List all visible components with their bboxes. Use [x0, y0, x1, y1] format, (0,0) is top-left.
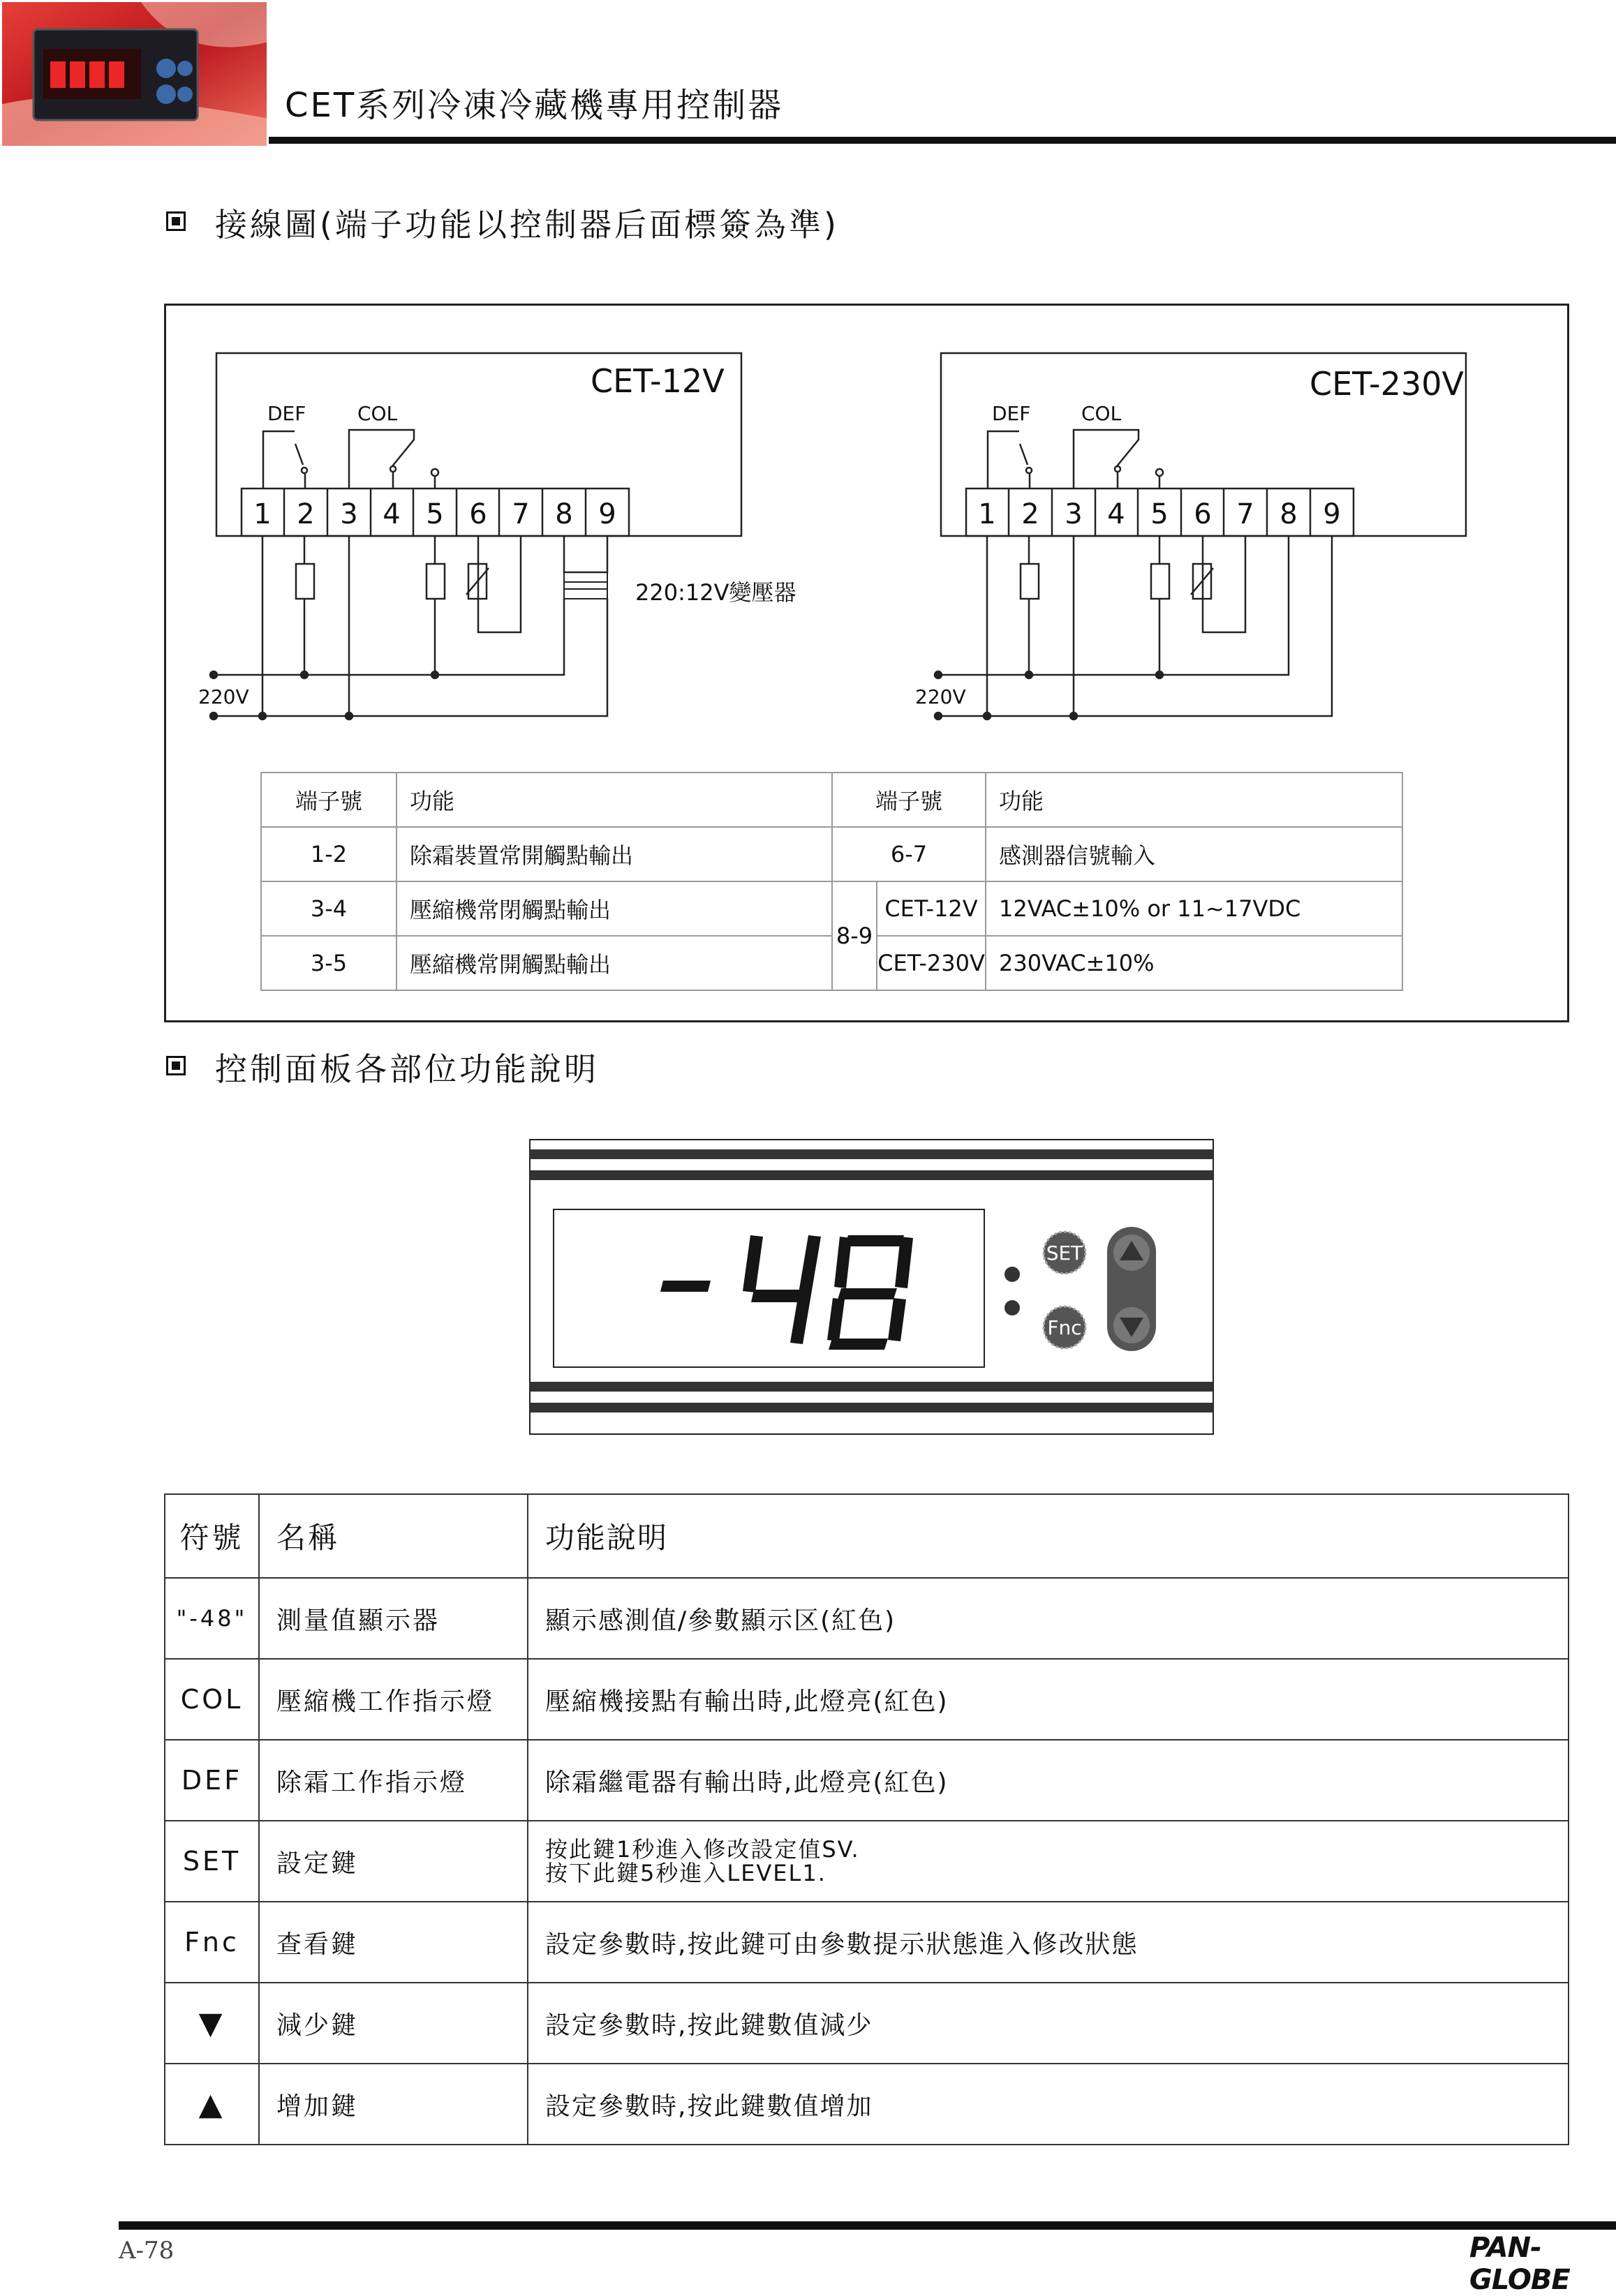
- symbol-cell: "-48": [165, 1578, 259, 1659]
- table-cell: 12VAC±10% or 11~17VDC: [986, 881, 1402, 936]
- name-cell: 設定鍵: [259, 1821, 528, 1902]
- table-cell: 6-7: [832, 827, 986, 881]
- model-label-12v: CET-12V: [591, 362, 725, 400]
- table-row: [165, 1494, 1569, 1578]
- terminal-5-right: 5: [1150, 498, 1169, 530]
- name-cell: 增加鍵: [259, 2064, 528, 2145]
- relay-label-col-right: COL: [1081, 402, 1122, 425]
- transformer-label: 220:12V變壓器: [635, 579, 796, 606]
- symbol-cell: ▼: [165, 1983, 259, 2064]
- symbol-cell: DEF: [165, 1740, 259, 1821]
- brand-logo: PAN-GLOBE: [1469, 2232, 1570, 2296]
- description-cell: 壓縮機接點有輸出時,此燈亮(紅色): [528, 1659, 1569, 1740]
- terminal-8-right: 8: [1280, 498, 1298, 530]
- terminal-1-left: 1: [253, 498, 272, 530]
- table-row: [165, 1902, 1569, 1983]
- relay-label-col-left: COL: [357, 402, 398, 425]
- section-bullet-icon: [166, 1056, 186, 1075]
- section-title-wiring: 接線圖(端子功能以控制器后面標簽為準): [215, 206, 839, 244]
- terminal-function-table: [260, 772, 1403, 991]
- table-row: [165, 1578, 1569, 1659]
- terminal-9-right: 9: [1323, 498, 1341, 530]
- document-title: CET系列冷凍冷藏機專用控制器: [285, 86, 784, 125]
- table-row: [165, 1740, 1569, 1821]
- panel-function-table: [164, 1493, 1569, 2145]
- table-row: [165, 1821, 1569, 1902]
- header-name: 名稱: [259, 1494, 528, 1578]
- terminal-6-left: 6: [469, 498, 487, 530]
- table-cell: 3-4: [261, 881, 396, 936]
- set-key[interactable]: [1044, 1232, 1085, 1274]
- terminal-9-left: 9: [598, 498, 616, 530]
- relay-label-def-right: DEF: [992, 402, 1031, 425]
- fnc-key-label: Fnc: [1047, 1316, 1082, 1339]
- section-title-panel: 控制面板各部位功能說明: [215, 1050, 599, 1088]
- def-indicator-led: [1005, 1300, 1020, 1315]
- name-cell: 測量值顯示器: [259, 1578, 528, 1659]
- name-cell: 減少鍵: [259, 1983, 528, 2064]
- table-row: [165, 2064, 1569, 2145]
- table-cell: 感測器信號輸入: [986, 827, 1402, 881]
- section-bullet-icon: [166, 211, 186, 231]
- terminal-4-left: 4: [383, 498, 401, 530]
- relay-label-def-left: DEF: [267, 402, 306, 425]
- table-cell: CET-12V: [877, 881, 986, 936]
- terminal-8-left: 8: [555, 498, 573, 530]
- table-row: [261, 881, 1402, 936]
- symbol-cell: SET: [165, 1821, 259, 1902]
- table-cell: 1-2: [261, 827, 396, 881]
- description-cell: 顯示感測值/參數顯示区(紅色): [528, 1578, 1569, 1659]
- terminal-5-left: 5: [426, 498, 444, 530]
- controller-photo: [0, 0, 269, 148]
- table-row: [165, 1983, 1569, 2064]
- name-cell: 查看鍵: [259, 1902, 528, 1983]
- table-cell: 8-9: [832, 881, 877, 990]
- symbol-cell: COL: [165, 1659, 259, 1740]
- table-row: [261, 773, 1402, 827]
- name-cell: 壓縮機工作指示燈: [259, 1659, 528, 1740]
- terminal-7-right: 7: [1236, 498, 1254, 530]
- symbol-cell: ▲: [165, 2064, 259, 2145]
- terminal-4-right: 4: [1107, 498, 1125, 530]
- supply-label-right: 220V: [915, 685, 966, 708]
- up-key[interactable]: [1113, 1235, 1150, 1271]
- description-line-1: 按此鍵1秒進入修改設定值SV.: [545, 1836, 860, 1863]
- name-cell: 除霜工作指示燈: [259, 1740, 528, 1821]
- model-label-230v: CET-230V: [1310, 365, 1464, 403]
- table-cell: 除霜裝置常開觸點輸出: [396, 827, 832, 881]
- symbol-cell: Fnc: [165, 1902, 259, 1983]
- supply-label-left: 220V: [198, 685, 249, 708]
- description-cell: 設定參數時,按此鍵數值減少: [528, 1983, 1569, 2064]
- table-cell: 壓縮機常開觸點輸出: [396, 936, 832, 990]
- table-row: [261, 827, 1402, 881]
- terminal-2-right: 2: [1021, 498, 1039, 530]
- control-panel-diagram: [529, 1139, 1215, 1436]
- page-number: A-78: [119, 2237, 175, 2265]
- down-key[interactable]: [1113, 1307, 1150, 1343]
- set-key-label: SET: [1046, 1242, 1083, 1265]
- table-cell: 230VAC±10%: [986, 936, 1402, 990]
- terminal-3-left: 3: [340, 498, 358, 530]
- description-cell: [528, 1821, 1569, 1902]
- table-row: [261, 936, 1402, 990]
- fnc-key[interactable]: [1044, 1306, 1085, 1348]
- header-description: 功能說明: [528, 1494, 1569, 1578]
- header-terminal-2: 端子號: [832, 773, 986, 827]
- footer-rule: [119, 2221, 1616, 2230]
- table-cell: 壓縮機常閉觸點輸出: [396, 881, 832, 936]
- header-terminal: 端子號: [261, 773, 396, 827]
- table-row: [165, 1659, 1569, 1740]
- description-cell: 設定參數時,按此鍵數值增加: [528, 2064, 1569, 2145]
- wiring-diagram: [165, 304, 1568, 765]
- header-symbol: 符號: [165, 1494, 259, 1578]
- terminal-6-right: 6: [1194, 498, 1212, 530]
- description-cell: 設定參數時,按此鍵可由參數提示狀態進入修改狀態: [528, 1902, 1569, 1983]
- table-cell: 3-5: [261, 936, 396, 990]
- terminal-2-left: 2: [297, 498, 315, 530]
- description-line-2: 按下此鍵5秒進入LEVEL1.: [545, 1860, 826, 1886]
- header-function: 功能: [396, 773, 832, 827]
- terminal-7-left: 7: [512, 498, 530, 530]
- header-rule: [269, 137, 1616, 144]
- description-cell: 除霜繼電器有輸出時,此燈亮(紅色): [528, 1740, 1569, 1821]
- header-function-2: 功能: [986, 773, 1402, 827]
- terminal-3-right: 3: [1065, 498, 1083, 530]
- col-indicator-led: [1005, 1267, 1020, 1282]
- table-cell: CET-230V: [877, 936, 986, 990]
- terminal-1-right: 1: [978, 498, 996, 530]
